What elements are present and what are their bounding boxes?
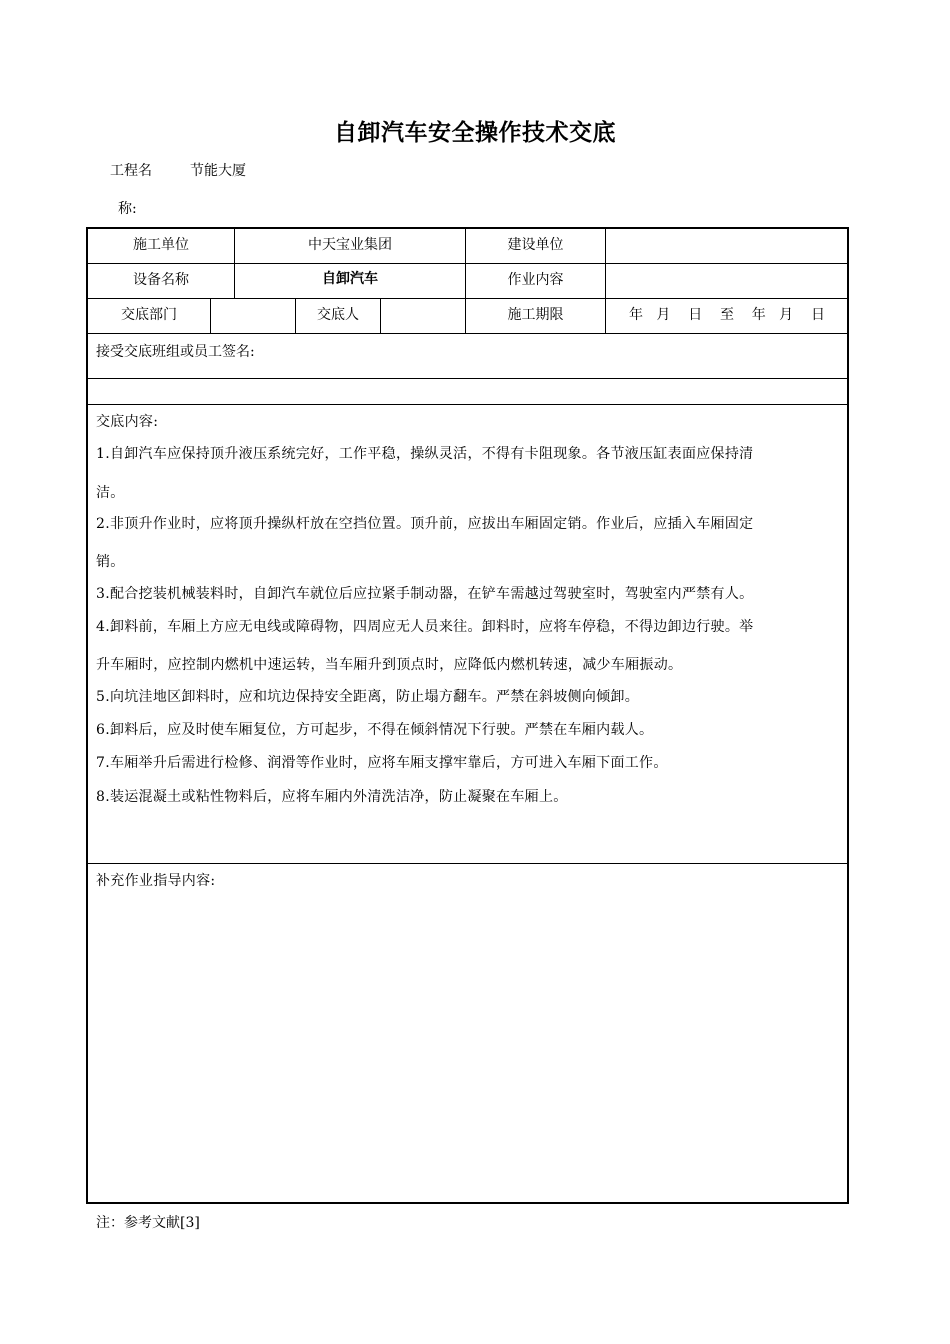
document-title: 自卸汽车安全操作技术交底	[334, 120, 616, 146]
content-line: 升车厢时，应控制内燃机中速运转，当车厢升到顶点时，应降低内燃机转速，减少车厢振动。	[96, 657, 683, 673]
content-heading: 交底内容:	[96, 414, 159, 430]
content-line: 4.卸料前，车厢上方应无电线或障碍物，四周应无人员来往。卸料时，应将车停稳，不得边卸边行驶。举	[96, 619, 754, 635]
content-line: 2.非顶升作业时，应将顶升操纵杆放在空挡位置。顶升前，应拔出车厢固定销。作业后，应插入车厢固定	[96, 516, 754, 532]
construction-unit-value: 中天宝业集团	[308, 237, 392, 253]
equipment-name-label: 设备名称	[133, 272, 189, 288]
construction-period-value: 年 月 日 至 年 月 日	[629, 307, 825, 323]
signature-label: 接受交底班组或员工签名:	[96, 344, 255, 360]
row-divider	[87, 404, 849, 405]
supplement-heading: 补充作业指导内容:	[96, 873, 216, 889]
disclosure-form-frame	[86, 227, 849, 1204]
column-divider	[380, 298, 381, 333]
disclosure-dept-label: 交底部门	[121, 307, 177, 323]
footer-note: 注：参考文献[3]	[96, 1215, 200, 1231]
content-line: 5.向坑洼地区卸料时，应和坑边保持安全距离，防止塌方翻车。严禁在斜坡侧向倾卸。	[96, 689, 640, 705]
construction-period-label: 施工期限	[507, 307, 564, 323]
column-divider	[210, 298, 211, 333]
content-line: 洁。	[96, 485, 125, 501]
project-name-value: 节能大厦	[190, 163, 246, 179]
content-line: 8.装运混凝土或粘性物料后，应将车厢内外清洗洁净，防止凝聚在车厢上。	[96, 789, 568, 805]
project-name-label-continued: 称:	[118, 201, 137, 217]
disclosure-person-label: 交底人	[317, 307, 359, 323]
content-line: 销。	[96, 554, 125, 570]
row-divider	[87, 298, 849, 299]
project-name-label: 工程名	[110, 163, 152, 179]
content-line: 6.卸料后，应及时使车厢复位，方可起步，不得在倾斜情况下行驶。严禁在车厢内载人。	[96, 722, 654, 738]
content-line: 7.车厢举升后需进行检修、润滑等作业时，应将车厢支撑牢靠后，方可进入车厢下面工作。	[96, 755, 668, 771]
row-divider	[87, 333, 849, 334]
construction-unit-label: 施工单位	[133, 237, 189, 253]
work-content-label: 作业内容	[507, 272, 564, 288]
row-divider	[87, 863, 849, 864]
build-unit-label: 建设单位	[507, 237, 564, 253]
content-line: 1.自卸汽车应保持顶升液压系统完好，工作平稳，操纵灵活，不得有卡阻现象。各节液压缸表面应保持清	[96, 446, 754, 462]
equipment-name-value: 自卸汽车	[322, 271, 378, 287]
row-divider	[87, 378, 849, 379]
content-line: 3.配合挖装机械装料时，自卸汽车就位后应拉紧手制动器，在铲车需越过驾驶室时，驾驶室内严禁有人。	[96, 586, 754, 602]
row-divider	[87, 263, 849, 264]
